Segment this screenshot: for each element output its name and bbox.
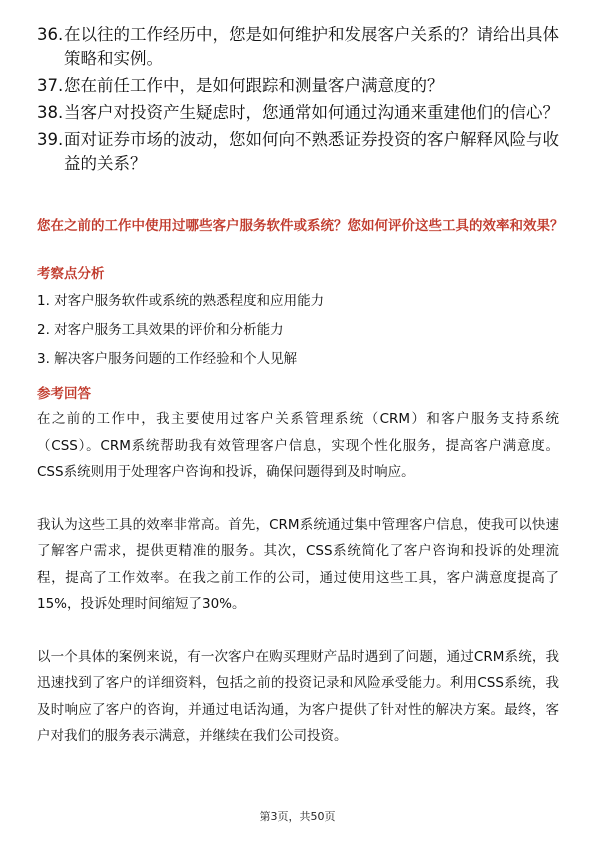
featured-question-title: 您在之前的工作中使用过哪些客户服务软件或系统？您如何评价这些工具的效率和效果？: [37, 218, 564, 234]
answer-heading: 参考回答: [37, 386, 91, 402]
question-item: [37, 23, 567, 71]
answer-paragraph: 我认为这些工具的效率非常高。首先，CRM系统通过集中管理客户信息，使我可以快速了解客户需求，提供更精准的服务。其次，CSS系统简化了客户咨询和投诉的处理流程，提高了工作效率。在我之前工作的公司，通过使用这些工具，客户满意度提高了15%，投诉处理时间缩短了30%。: [37, 516, 559, 612]
question-text: 面对证券市场的波动，您如何向不熟悉证券投资的客户解释风险与收益的关系？: [64, 130, 559, 173]
analysis-heading: 考察点分析: [37, 266, 105, 282]
question-number: 38.: [37, 103, 64, 122]
question-text: 当客户对投资产生疑虑时，您通常如何通过沟通来重建他们的信心？: [64, 103, 559, 122]
question-number: 37.: [37, 76, 64, 95]
answer-body: [37, 406, 559, 776]
question-item: [37, 74, 567, 98]
question-number: 36.: [37, 25, 64, 44]
analysis-point-list: [37, 291, 567, 378]
question-item: [37, 128, 567, 176]
question-text: 您在前任工作中，是如何跟踪和测量客户满意度的？: [64, 76, 444, 95]
answer-paragraph: 以一个具体的案例来说，有一次客户在购买理财产品时遇到了问题，通过CRM系统，我迅速找到了客户的详细资料，包括之前的投资记录和风险承受能力。利用CSS系统，我及时响应了客户的咨询，并通过电话沟通，为客户提供了针对性的解决方案。最终，客户对我们的服务表示满意，并继续在我们公司投资。: [37, 648, 559, 744]
analysis-point: 3. 解决客户服务问题的工作经验和个人见解: [37, 351, 298, 367]
page-number-footer: 第3页，共50页: [259, 810, 336, 823]
question-list: [37, 23, 567, 179]
question-item: [37, 101, 567, 125]
analysis-point: 1. 对客户服务软件或系统的熟悉程度和应用能力: [37, 293, 325, 309]
question-text: 在以往的工作经历中，您是如何维护和发展客户关系的？请给出具体策略和实例。: [64, 25, 559, 68]
question-number: 39.: [37, 130, 64, 149]
analysis-point: 2. 对客户服务工具效果的评价和分析能力: [37, 322, 284, 338]
answer-paragraph: 在之前的工作中，我主要使用过客户关系管理系统（CRM）和客户服务支持系统（CSS）。CRM系统帮助我有效管理客户信息，实现个性化服务，提高客户满意度。CSS系统则用于处理客户咨询和投诉，确保问题得到及时响应。: [37, 411, 559, 480]
